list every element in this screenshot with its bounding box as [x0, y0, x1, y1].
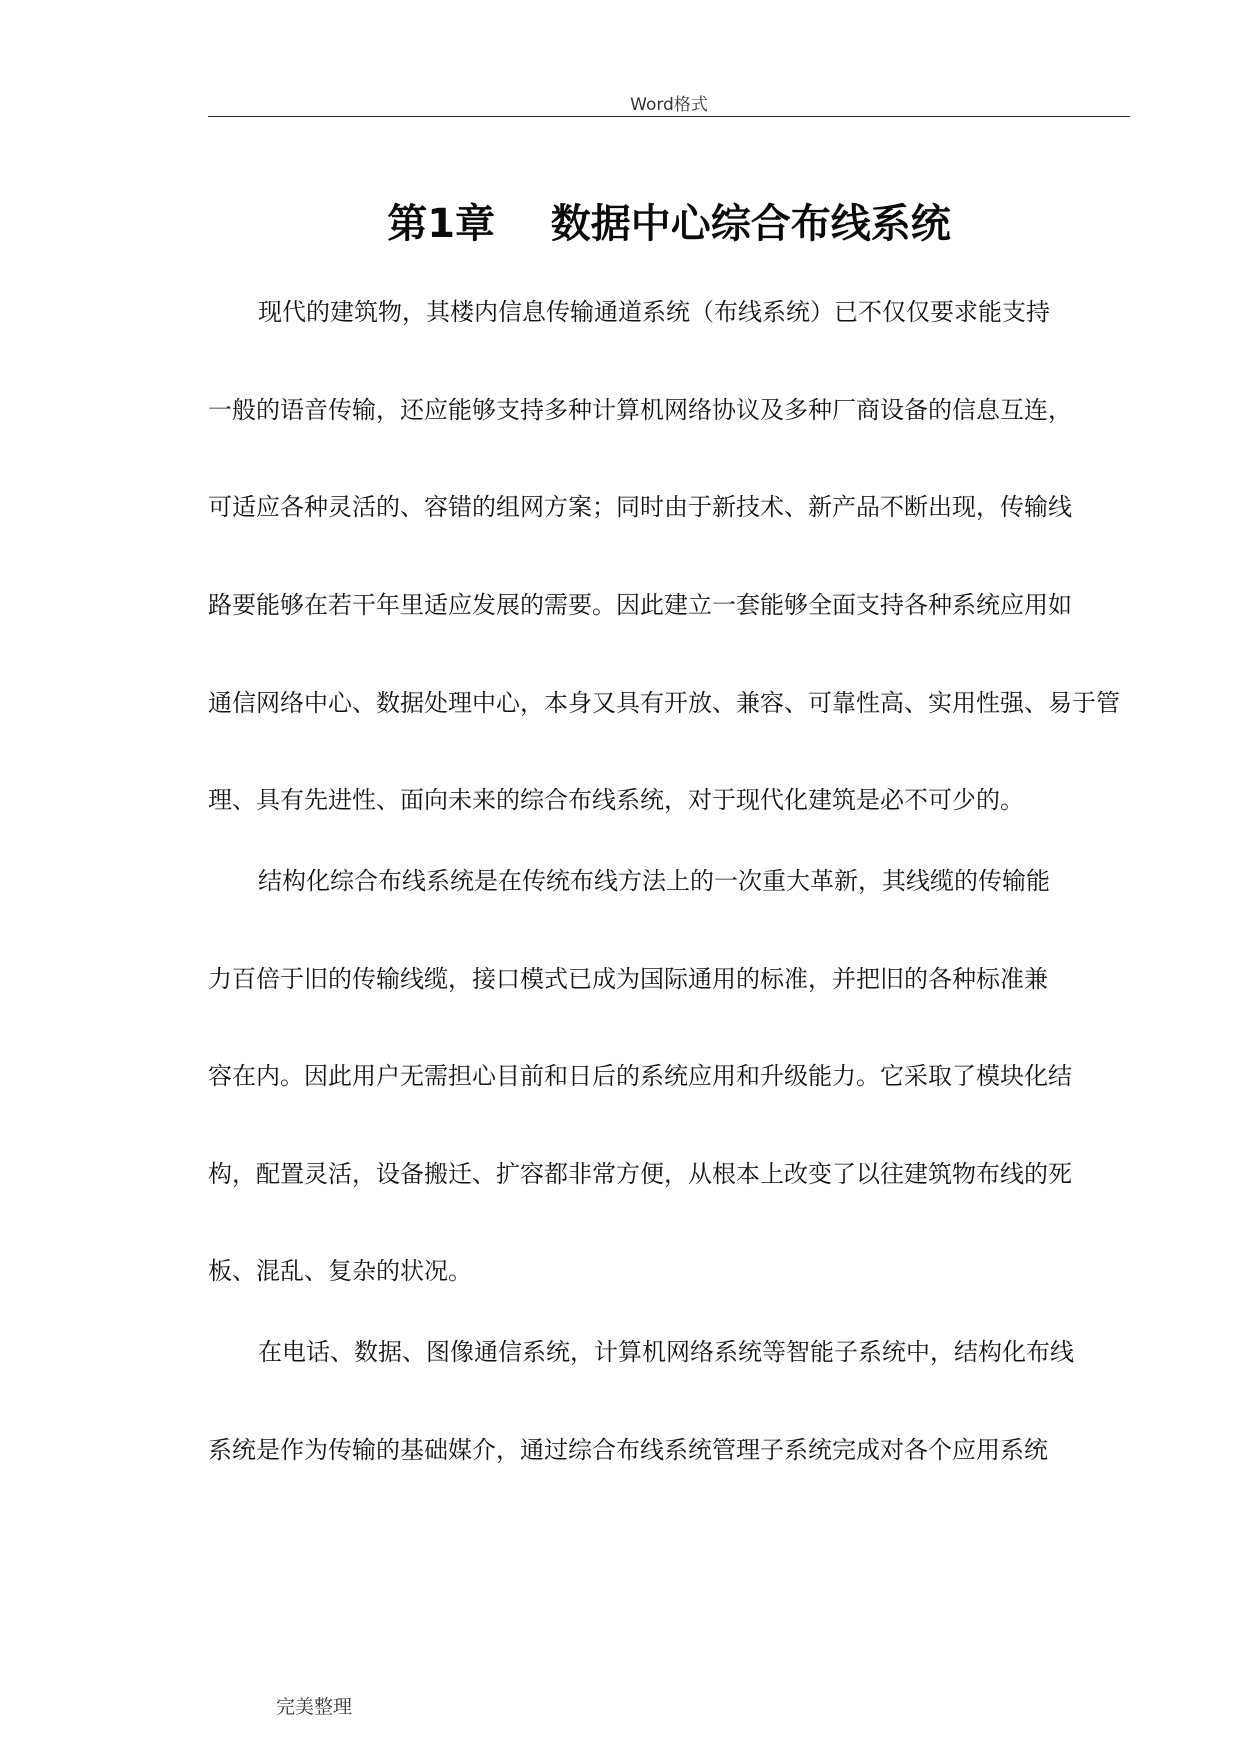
paragraph-line: 理、具有先进性、面向未来的综合布线系统，对于现代化建筑是必不可少的。 — [208, 786, 1024, 814]
paragraph-line: 系统是作为传输的基础媒介，通过综合布线系统管理子系统完成对各个应用系统 — [208, 1436, 1048, 1464]
paragraph-line: 路要能够在若干年里适应发展的需要。因此建立一套能够全面支持各种系统应用如 — [208, 591, 1072, 619]
paragraph-line: 容在内。因此用户无需担心目前和日后的系统应用和升级能力。它采取了模块化结 — [208, 1062, 1072, 1090]
header-label: Word格式 — [630, 95, 708, 115]
chapter-title: 第1章 数据中心综合布线系统 — [387, 201, 951, 247]
paragraph-line: 在电话、数据、图像通信系统，计算机网络系统等智能子系统中，结构化布线 — [258, 1338, 1074, 1366]
paragraph-line: 力百倍于旧的传输线缆，接口模式已成为国际通用的标准，并把旧的各种标准兼 — [208, 965, 1048, 993]
header-divider — [208, 116, 1130, 117]
paragraph-line: 现代的建筑物，其楼内信息传输通道系统（布线系统）已不仅仅要求能支持 — [258, 298, 1050, 326]
paragraph-line: 一般的语音传输，还应能够支持多种计算机网络协议及多种厂商设备的信息互连， — [208, 396, 1072, 424]
paragraph-line: 板、混乱、复杂的状况。 — [208, 1257, 472, 1285]
page-footer: 完美整理 — [276, 1696, 353, 1718]
paragraph-line: 通信网络中心、数据处理中心，本身又具有开放、兼容、可靠性高、实用性强、易于管 — [208, 689, 1120, 717]
paragraph-line: 构，配置灵活，设备搬迁、扩容都非常方便，从根本上改变了以往建筑物布线的死 — [208, 1160, 1072, 1188]
paragraph-line: 可适应各种灵活的、容错的组网方案；同时由于新技术、新产品不断出现，传输线 — [208, 493, 1072, 521]
paragraph-line: 结构化综合布线系统是在传统布线方法上的一次重大革新，其线缆的传输能 — [258, 867, 1050, 895]
